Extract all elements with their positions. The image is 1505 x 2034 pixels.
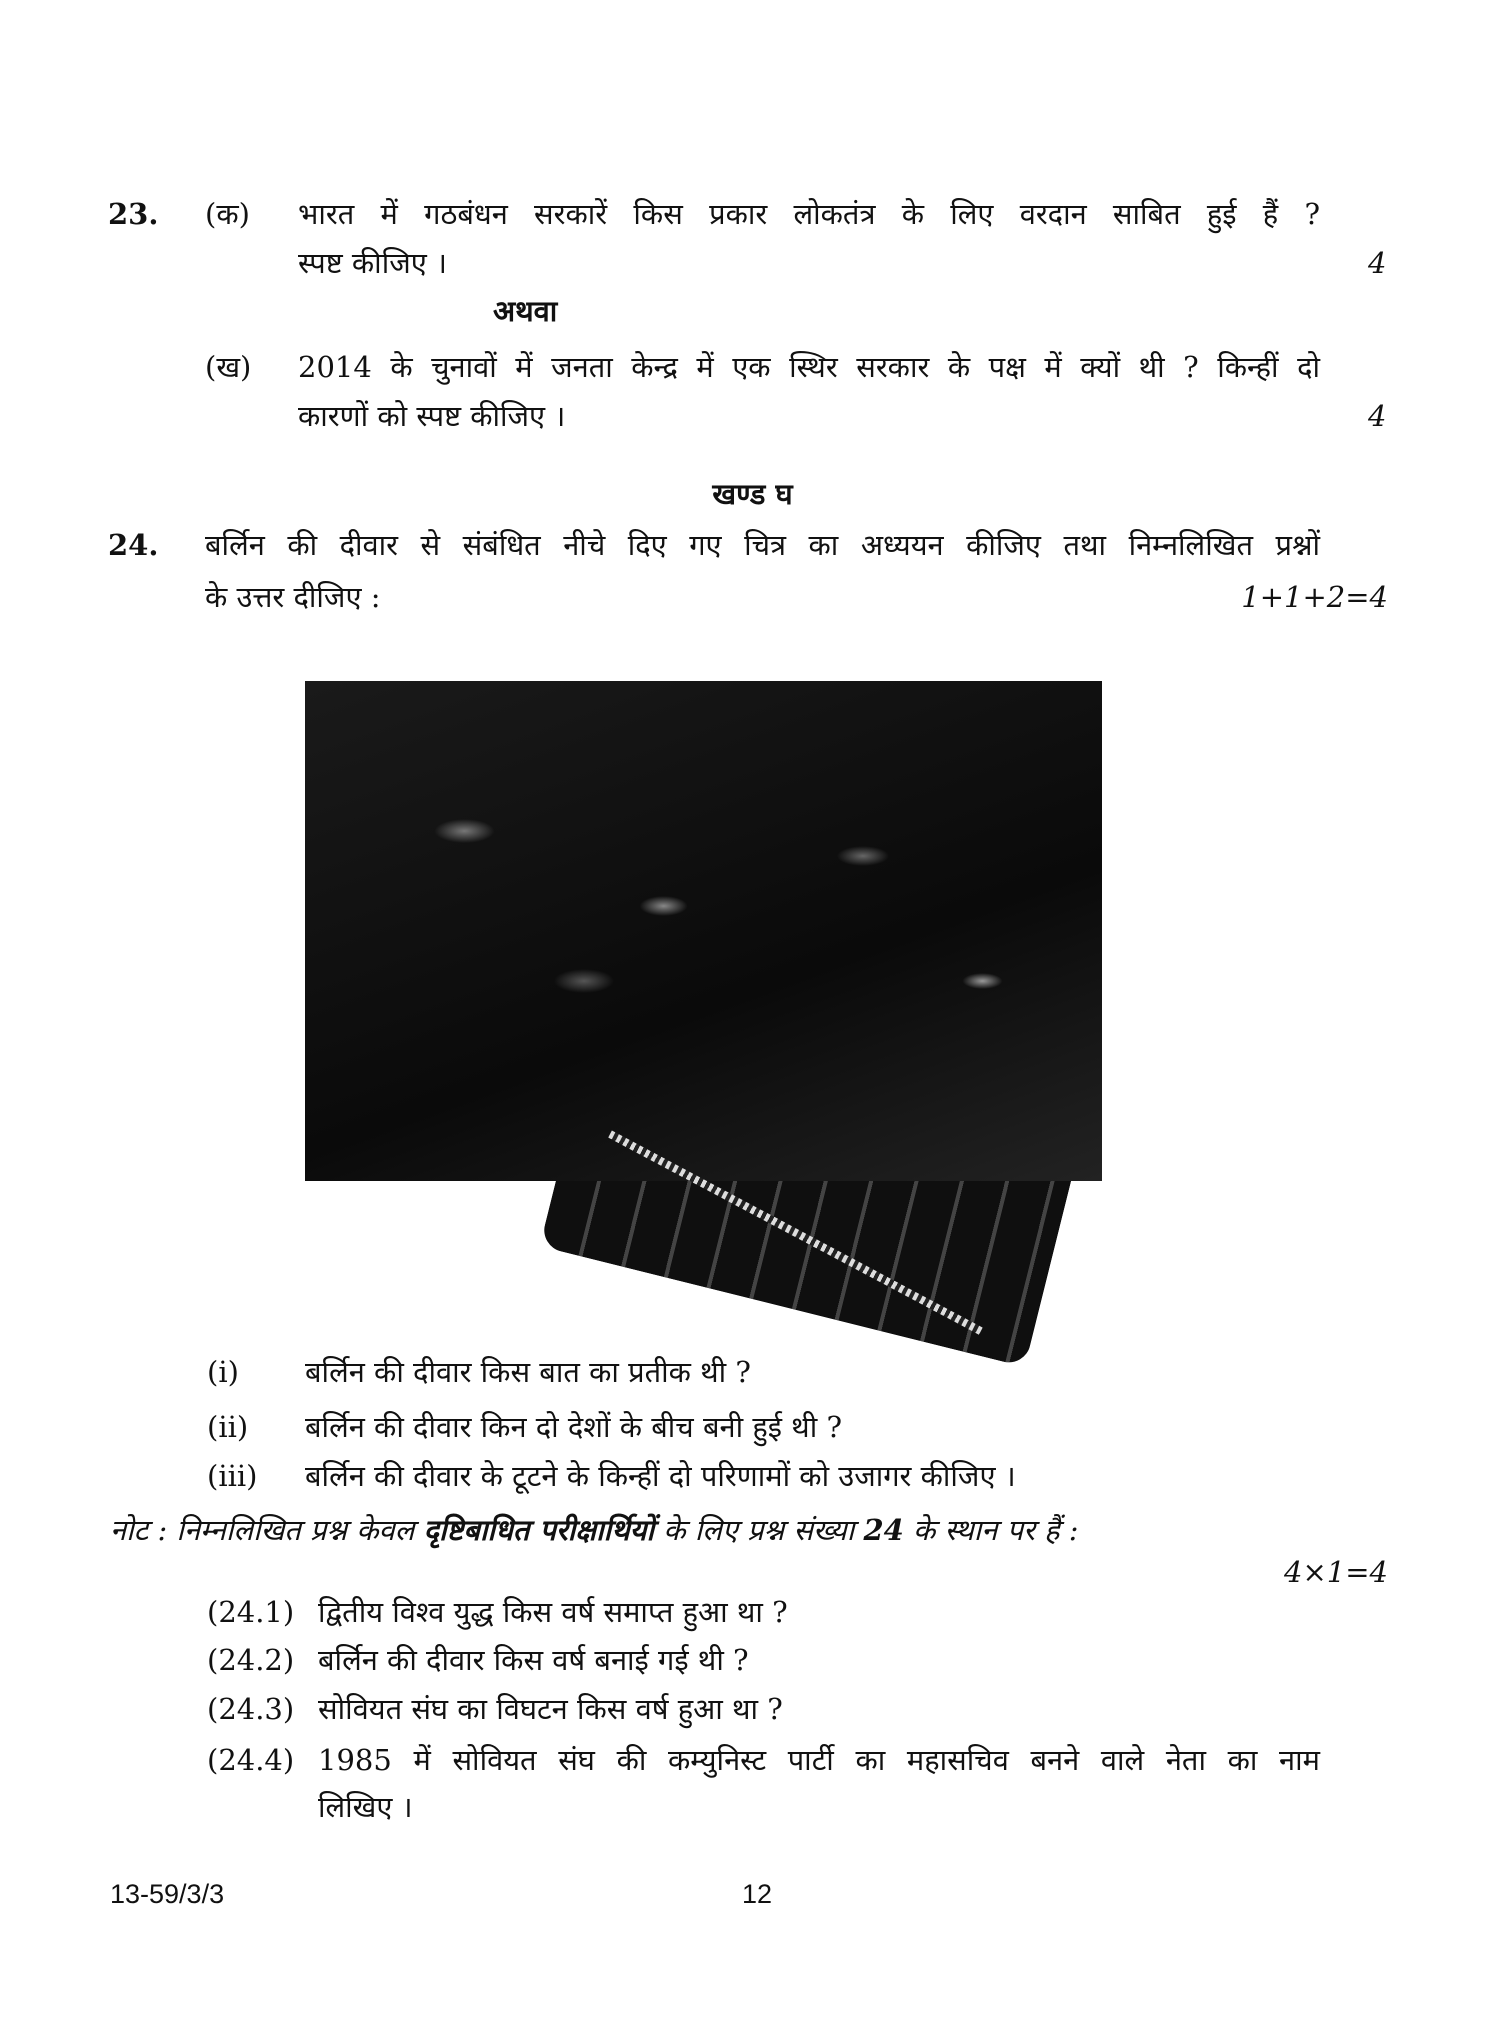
note-end: के स्थान पर हैं : <box>913 1513 1079 1547</box>
vi-question-label: (24.2) <box>207 1643 295 1677</box>
vi-question-text: 1985 में सोवियत संघ की कम्युनिस्ट पार्टी का महासचिव बनने वाले नेता का नाम <box>318 1743 1320 1777</box>
q23b-marks: 4 <box>1368 399 1387 433</box>
vi-question-label: (24.1) <box>207 1595 295 1629</box>
q23a-line1: भारत में गठबंधन सरकारें किस प्रकार लोकतंत्र के लिए वरदान साबित हुई हैं ? <box>298 197 1320 231</box>
photo-crowd <box>305 681 1102 1181</box>
option-b-label: (ख) <box>205 350 252 384</box>
vi-question-label: (24.4) <box>207 1743 295 1777</box>
subquestion-text: बर्लिन की दीवार के टूटने के किन्हीं दो परिणामों को उजागर कीजिए । <box>305 1459 1016 1493</box>
q23a-marks: 4 <box>1368 246 1387 280</box>
subquestion-label: (i) <box>207 1355 239 1389</box>
note-marks: 4×1=4 <box>1284 1555 1388 1589</box>
subquestion-label: (iii) <box>207 1459 258 1493</box>
or-label: अथवा <box>493 294 558 328</box>
note-prefix: नोट : निम्नलिखित प्रश्न केवल <box>110 1513 415 1547</box>
note-suffix: के लिए प्रश्न संख्या <box>663 1513 855 1547</box>
q23b-line2: कारणों को स्पष्ट कीजिए । <box>298 399 566 433</box>
note-bold: दृष्टिबाधित परीक्षार्थियों <box>423 1513 654 1547</box>
question-number-24: 24. <box>108 528 159 562</box>
paper-code: 13-59/3/3 <box>110 1879 225 1909</box>
note-number: 24 <box>863 1513 904 1547</box>
subquestion-label: (ii) <box>207 1410 249 1444</box>
vi-question-text: बर्लिन की दीवार किस वर्ष बनाई गई थी ? <box>318 1643 749 1677</box>
q24-marks: 1+1+2=4 <box>1241 580 1388 614</box>
vi-question-text-cont: लिखिए । <box>318 1790 413 1824</box>
vi-question-text: द्वितीय विश्व युद्ध किस वर्ष समाप्त हुआ था ? <box>318 1595 788 1629</box>
vi-question-text: सोवियत संघ का विघटन किस वर्ष हुआ था ? <box>318 1692 783 1726</box>
q23b-line1: 2014 के चुनावों में जनता केन्द्र में एक स्थिर सरकार के पक्ष में क्यों थी ? किन्हीं दो <box>298 350 1320 384</box>
question-number-23: 23. <box>108 197 159 231</box>
vi-question-label: (24.3) <box>207 1692 295 1726</box>
subquestion-text: बर्लिन की दीवार किन दो देशों के बीच बनी हुई थी ? <box>305 1410 842 1444</box>
section-title: खण्ड घ <box>712 477 793 511</box>
q23a-line2: स्पष्ट कीजिए । <box>298 246 447 280</box>
option-a-label: (क) <box>205 197 250 231</box>
section-heading <box>0 476 1505 512</box>
subquestion-text: बर्लिन की दीवार किस बात का प्रतीक थी ? <box>305 1355 751 1389</box>
q24-line1: बर्लिन की दीवार से संबंधित नीचे दिए गए चित्र का अध्ययन कीजिए तथा निम्नलिखित प्रश्नों <box>205 528 1320 562</box>
note-line <box>110 1512 1079 1548</box>
q24-line2: के उत्तर दीजिए : <box>205 580 381 614</box>
page-number: 12 <box>742 1879 773 1909</box>
